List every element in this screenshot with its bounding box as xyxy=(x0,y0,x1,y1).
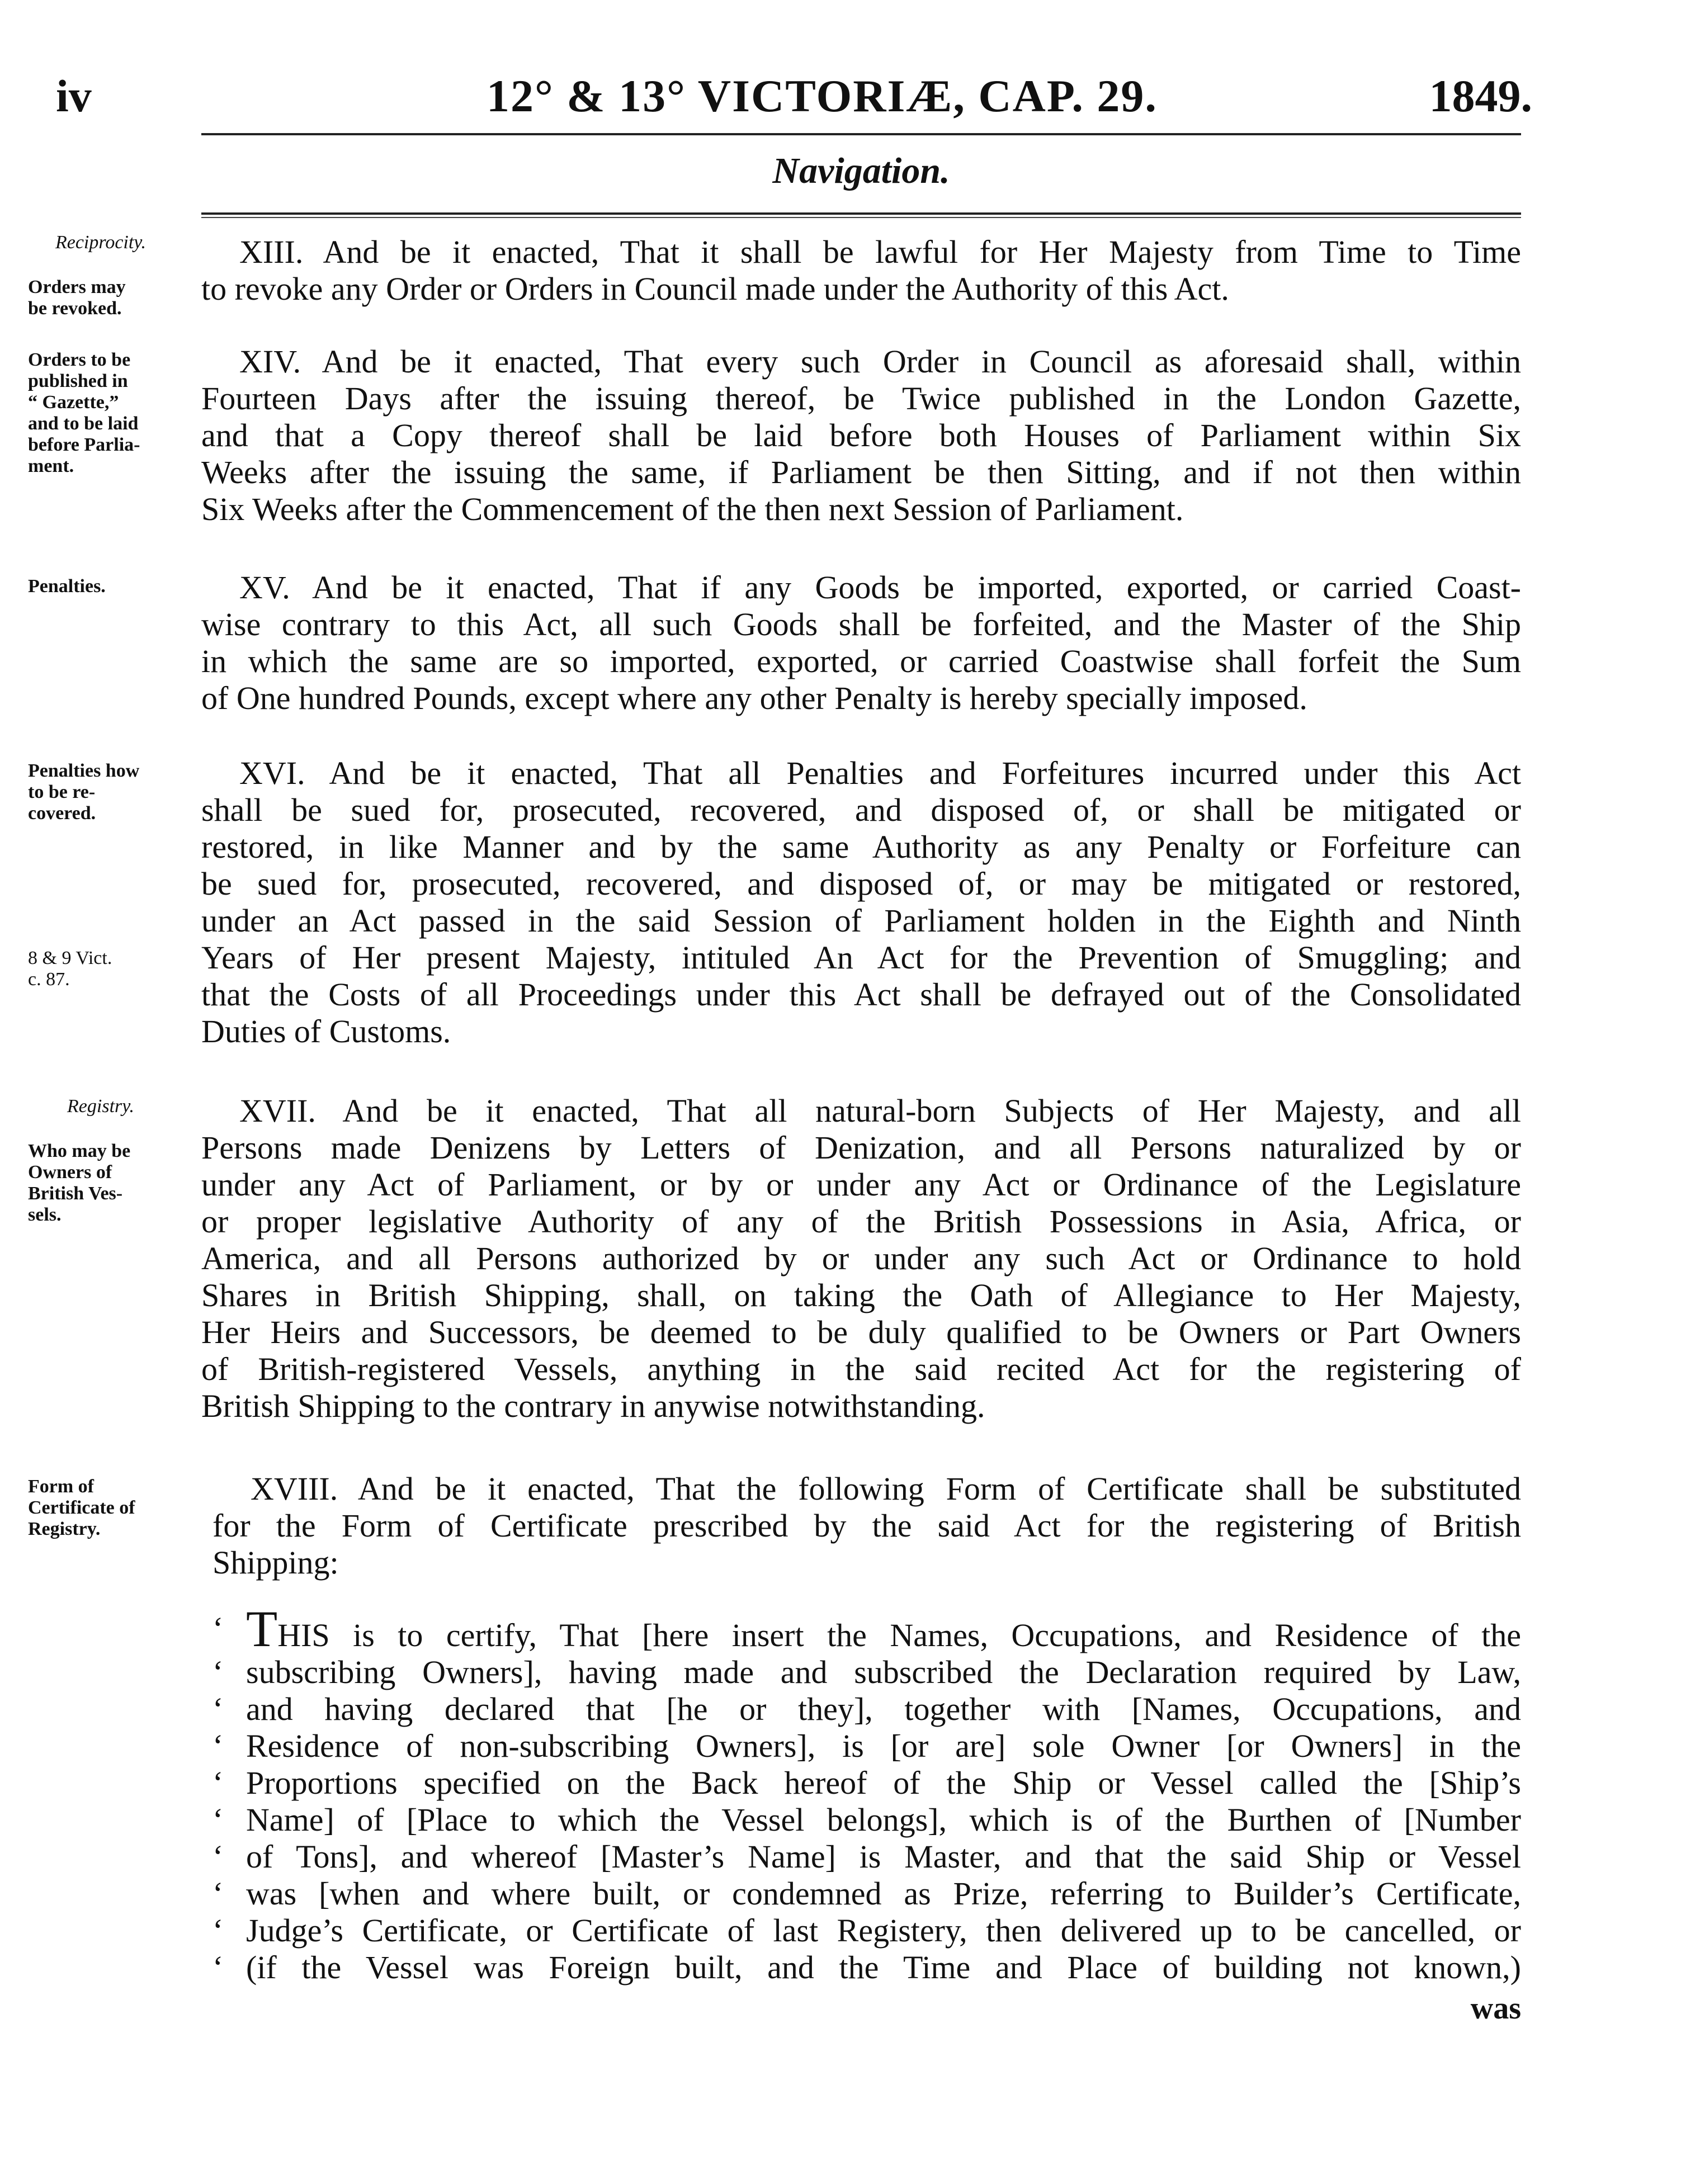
certificate-line xyxy=(201,1838,1521,1875)
certificate-form xyxy=(201,1600,1521,1986)
header-year: 1849. xyxy=(1429,70,1532,121)
margin-line: be revoked. xyxy=(28,298,122,319)
margin-line: and to be laid xyxy=(28,413,139,434)
text-line: shall be sued for, prosecuted, recovered, and disposed of, or shall be mitigated or xyxy=(201,792,1521,828)
margin-line: Registry. xyxy=(28,1519,101,1539)
quote-mark: ‘ xyxy=(213,1728,224,1764)
margin-line: ment. xyxy=(28,456,74,476)
text-line: Shares in British Shipping, shall, on taking the Oath of Allegiance to Her Majesty, xyxy=(201,1277,1521,1313)
margin-line: to be re- xyxy=(28,782,96,802)
text-line: Years of Her present Majesty, intituled An Act for the Prevention of Smuggling; and xyxy=(201,939,1521,976)
text-line: or proper legislative Authority of any of the British Possessions in Asia, Africa, or xyxy=(201,1203,1521,1240)
text-line: XIV. And be it enacted, That every such Order in Council as aforesaid shall, within xyxy=(239,343,1521,380)
text-line: Fourteen Days after the issuing thereof, be Twice published in the London Gazette, xyxy=(201,380,1521,417)
section-xiii xyxy=(201,234,1521,308)
text-line: that the Costs of all Proceedings under this Act shall be defrayed out of the Consolidated xyxy=(201,976,1521,1013)
section-xviii xyxy=(213,1471,1521,1581)
text-line: to revoke any Order or Orders in Council made under the Authority of this Act. xyxy=(201,271,1229,307)
certificate-text: of Tons], and whereof [Master’s Name] is Master, and that the said Ship or Vessel xyxy=(246,1838,1521,1875)
margin-line: before Parlia- xyxy=(28,434,140,455)
margin-line: British Ves- xyxy=(28,1183,123,1204)
quote-mark: ‘ xyxy=(213,1912,224,1949)
margin-line: Who may be xyxy=(28,1141,131,1161)
certificate-text: subscribing Owners], having made and subscribed the Declaration required by Law, xyxy=(246,1654,1521,1690)
text-line: for the Form of Certificate prescribed by the said Act for the registering of British xyxy=(213,1507,1521,1544)
certificate-line xyxy=(201,1654,1521,1691)
quote-mark: ‘ xyxy=(213,1802,224,1838)
certificate-line xyxy=(201,1912,1521,1949)
text-line: XIII. And be it enacted, That it shall be lawful for Her Majesty from Time to Time xyxy=(239,234,1521,270)
text-line: and that a Copy thereof shall be laid before both Houses of Parliament within Six xyxy=(201,417,1521,453)
certificate-text: (if the Vessel was Foreign built, and the Time and Place of building not known,) xyxy=(246,1949,1521,1986)
margin-note-registry xyxy=(28,1096,173,1127)
section-xiv xyxy=(201,343,1521,528)
quote-mark: ‘ xyxy=(213,1765,224,1801)
drop-cap: T xyxy=(246,1600,278,1657)
margin-note-reciprocity xyxy=(28,232,173,263)
margin-note-orders-revoked xyxy=(28,277,173,319)
page-number: iv xyxy=(56,70,92,121)
text-line: in which the same are so imported, exported, or carried Coastwise shall forfeit the Sum xyxy=(201,643,1521,679)
certificate-line xyxy=(201,1691,1521,1728)
quote-mark: ‘ xyxy=(213,1875,224,1912)
margin-line: Form of xyxy=(28,1476,95,1497)
act-title: 12° & 13° VICTORIÆ, CAP. 29. xyxy=(487,70,1158,121)
section-xvii xyxy=(201,1093,1521,1425)
margin-line: Penalties how xyxy=(28,760,140,781)
quote-mark: ‘ xyxy=(213,1654,224,1690)
text-line: be sued for, prosecuted, recovered, and disposed of, or may be mitigated or restored, xyxy=(201,866,1521,902)
margin-line: “ Gazette,” xyxy=(28,392,119,413)
page-subtitle: Navigation. xyxy=(772,150,950,191)
text-line: under an Act passed in the said Session of Parliament holden in the Eighth and Ninth xyxy=(201,902,1521,939)
subtitle-rule xyxy=(201,212,1521,215)
text-line: of British-registered Vessels, anything in the said recited Act for the registering of xyxy=(201,1351,1521,1387)
text-line: America, and all Persons authorized by or under any such Act or Ordinance to hold xyxy=(201,1240,1521,1277)
text-line: under any Act of Parliament, or by or under any Act or Ordinance of the Legislature xyxy=(201,1166,1521,1203)
quote-mark: ‘ xyxy=(213,1838,224,1875)
margin-heading: Registry. xyxy=(67,1096,134,1117)
margin-note-owners xyxy=(28,1141,173,1226)
text-line: XVI. And be it enacted, That all Penalties and Forfeitures incurred under this Act xyxy=(239,755,1521,791)
margin-note-form-certificate xyxy=(28,1476,173,1540)
certificate-text: Residence of non-subscribing Owners], is [or are] sole Owner [or Owners] in the xyxy=(246,1728,1521,1764)
text-line: Duties of Customs. xyxy=(201,1013,451,1050)
certificate-text: and having declared that [he or they], together with [Names, Occupations, and xyxy=(246,1691,1521,1727)
text-line: XV. And be it enacted, That if any Goods be imported, exported, or carried Coast- xyxy=(239,569,1521,606)
header-rule xyxy=(201,133,1521,135)
quote-mark: ‘ xyxy=(213,1949,224,1986)
certificate-line xyxy=(201,1765,1521,1802)
certificate-text: Judge’s Certificate, or Certificate of last Registery, then delivered up to be cancelled, or xyxy=(246,1912,1521,1949)
margin-line: 8 & 9 Vict. xyxy=(28,948,112,968)
quote-mark: ‘ xyxy=(213,1691,224,1727)
margin-note-statute-ref xyxy=(28,948,173,990)
text-line: British Shipping to the contrary in anywise notwithstanding. xyxy=(201,1388,985,1424)
certificate-line xyxy=(201,1600,1521,1657)
text-line: XVIII. And be it enacted, That the following Form of Certificate shall be substituted xyxy=(251,1471,1521,1507)
section-xv xyxy=(201,569,1521,717)
margin-line: Certificate of xyxy=(28,1497,135,1518)
certificate-text: was [when and where built, or condemned as Prize, referring to Builder’s Certificate, xyxy=(246,1875,1521,1912)
certificate-text: HIS is to certify, That [here insert the Names, Occupations, and Residence of the xyxy=(277,1617,1521,1653)
text-line: Shipping: xyxy=(213,1544,339,1581)
certificate-line xyxy=(201,1949,1521,1986)
subtitle-rule-thin xyxy=(201,217,1521,218)
text-line: restored, in like Manner and by the same Authority as any Penalty or Forfeiture can xyxy=(201,829,1521,865)
quote-mark: ‘ xyxy=(213,1610,224,1647)
certificate-line xyxy=(201,1802,1521,1838)
margin-line: published in xyxy=(28,371,128,391)
margin-line: covered. xyxy=(28,803,96,824)
running-header xyxy=(34,70,1532,131)
margin-line: c. 87. xyxy=(28,969,70,990)
margin-line: Orders may xyxy=(28,277,126,297)
text-line: of One hundred Pounds, except where any other Penalty is hereby specially imposed. xyxy=(201,680,1307,716)
text-line: wise contrary to this Act, all such Goods shall be forfeited, and the Master of the Ship xyxy=(201,606,1521,642)
certificate-text: Proportions specified on the Back hereof of the Ship or Vessel called the [Ship’s xyxy=(246,1765,1521,1801)
margin-note-penalties xyxy=(28,576,173,597)
text-line: Persons made Denizens by Letters of Denization, and all Persons naturalized by or xyxy=(201,1129,1521,1166)
text-line: Her Heirs and Successors, be deemed to be duly qualified to be Owners or Part Owners xyxy=(201,1314,1521,1350)
margin-line: Penalties. xyxy=(28,576,106,597)
section-xvi xyxy=(201,755,1521,1050)
margin-line: Orders to be xyxy=(28,349,131,370)
certificate-line xyxy=(201,1728,1521,1765)
margin-heading: Reciprocity. xyxy=(55,232,147,253)
text-line: Weeks after the issuing the same, if Parliament be then Sitting, and if not then within xyxy=(201,454,1521,490)
certificate-line xyxy=(201,1875,1521,1912)
margin-line: Owners of xyxy=(28,1162,112,1183)
text-line: XVII. And be it enacted, That all natural-born Subjects of Her Majesty, and all xyxy=(239,1093,1521,1129)
margin-note-penalties-recovered xyxy=(28,760,173,824)
margin-line: sels. xyxy=(28,1204,62,1225)
margin-note-orders-published xyxy=(28,349,173,477)
text-line: Six Weeks after the Commencement of the then next Session of Parliament. xyxy=(201,491,1184,527)
certificate-text: Name] of [Place to which the Vessel belongs], which is of the Burthen of [Number xyxy=(246,1802,1521,1838)
catchword: was xyxy=(1470,1991,1521,2026)
